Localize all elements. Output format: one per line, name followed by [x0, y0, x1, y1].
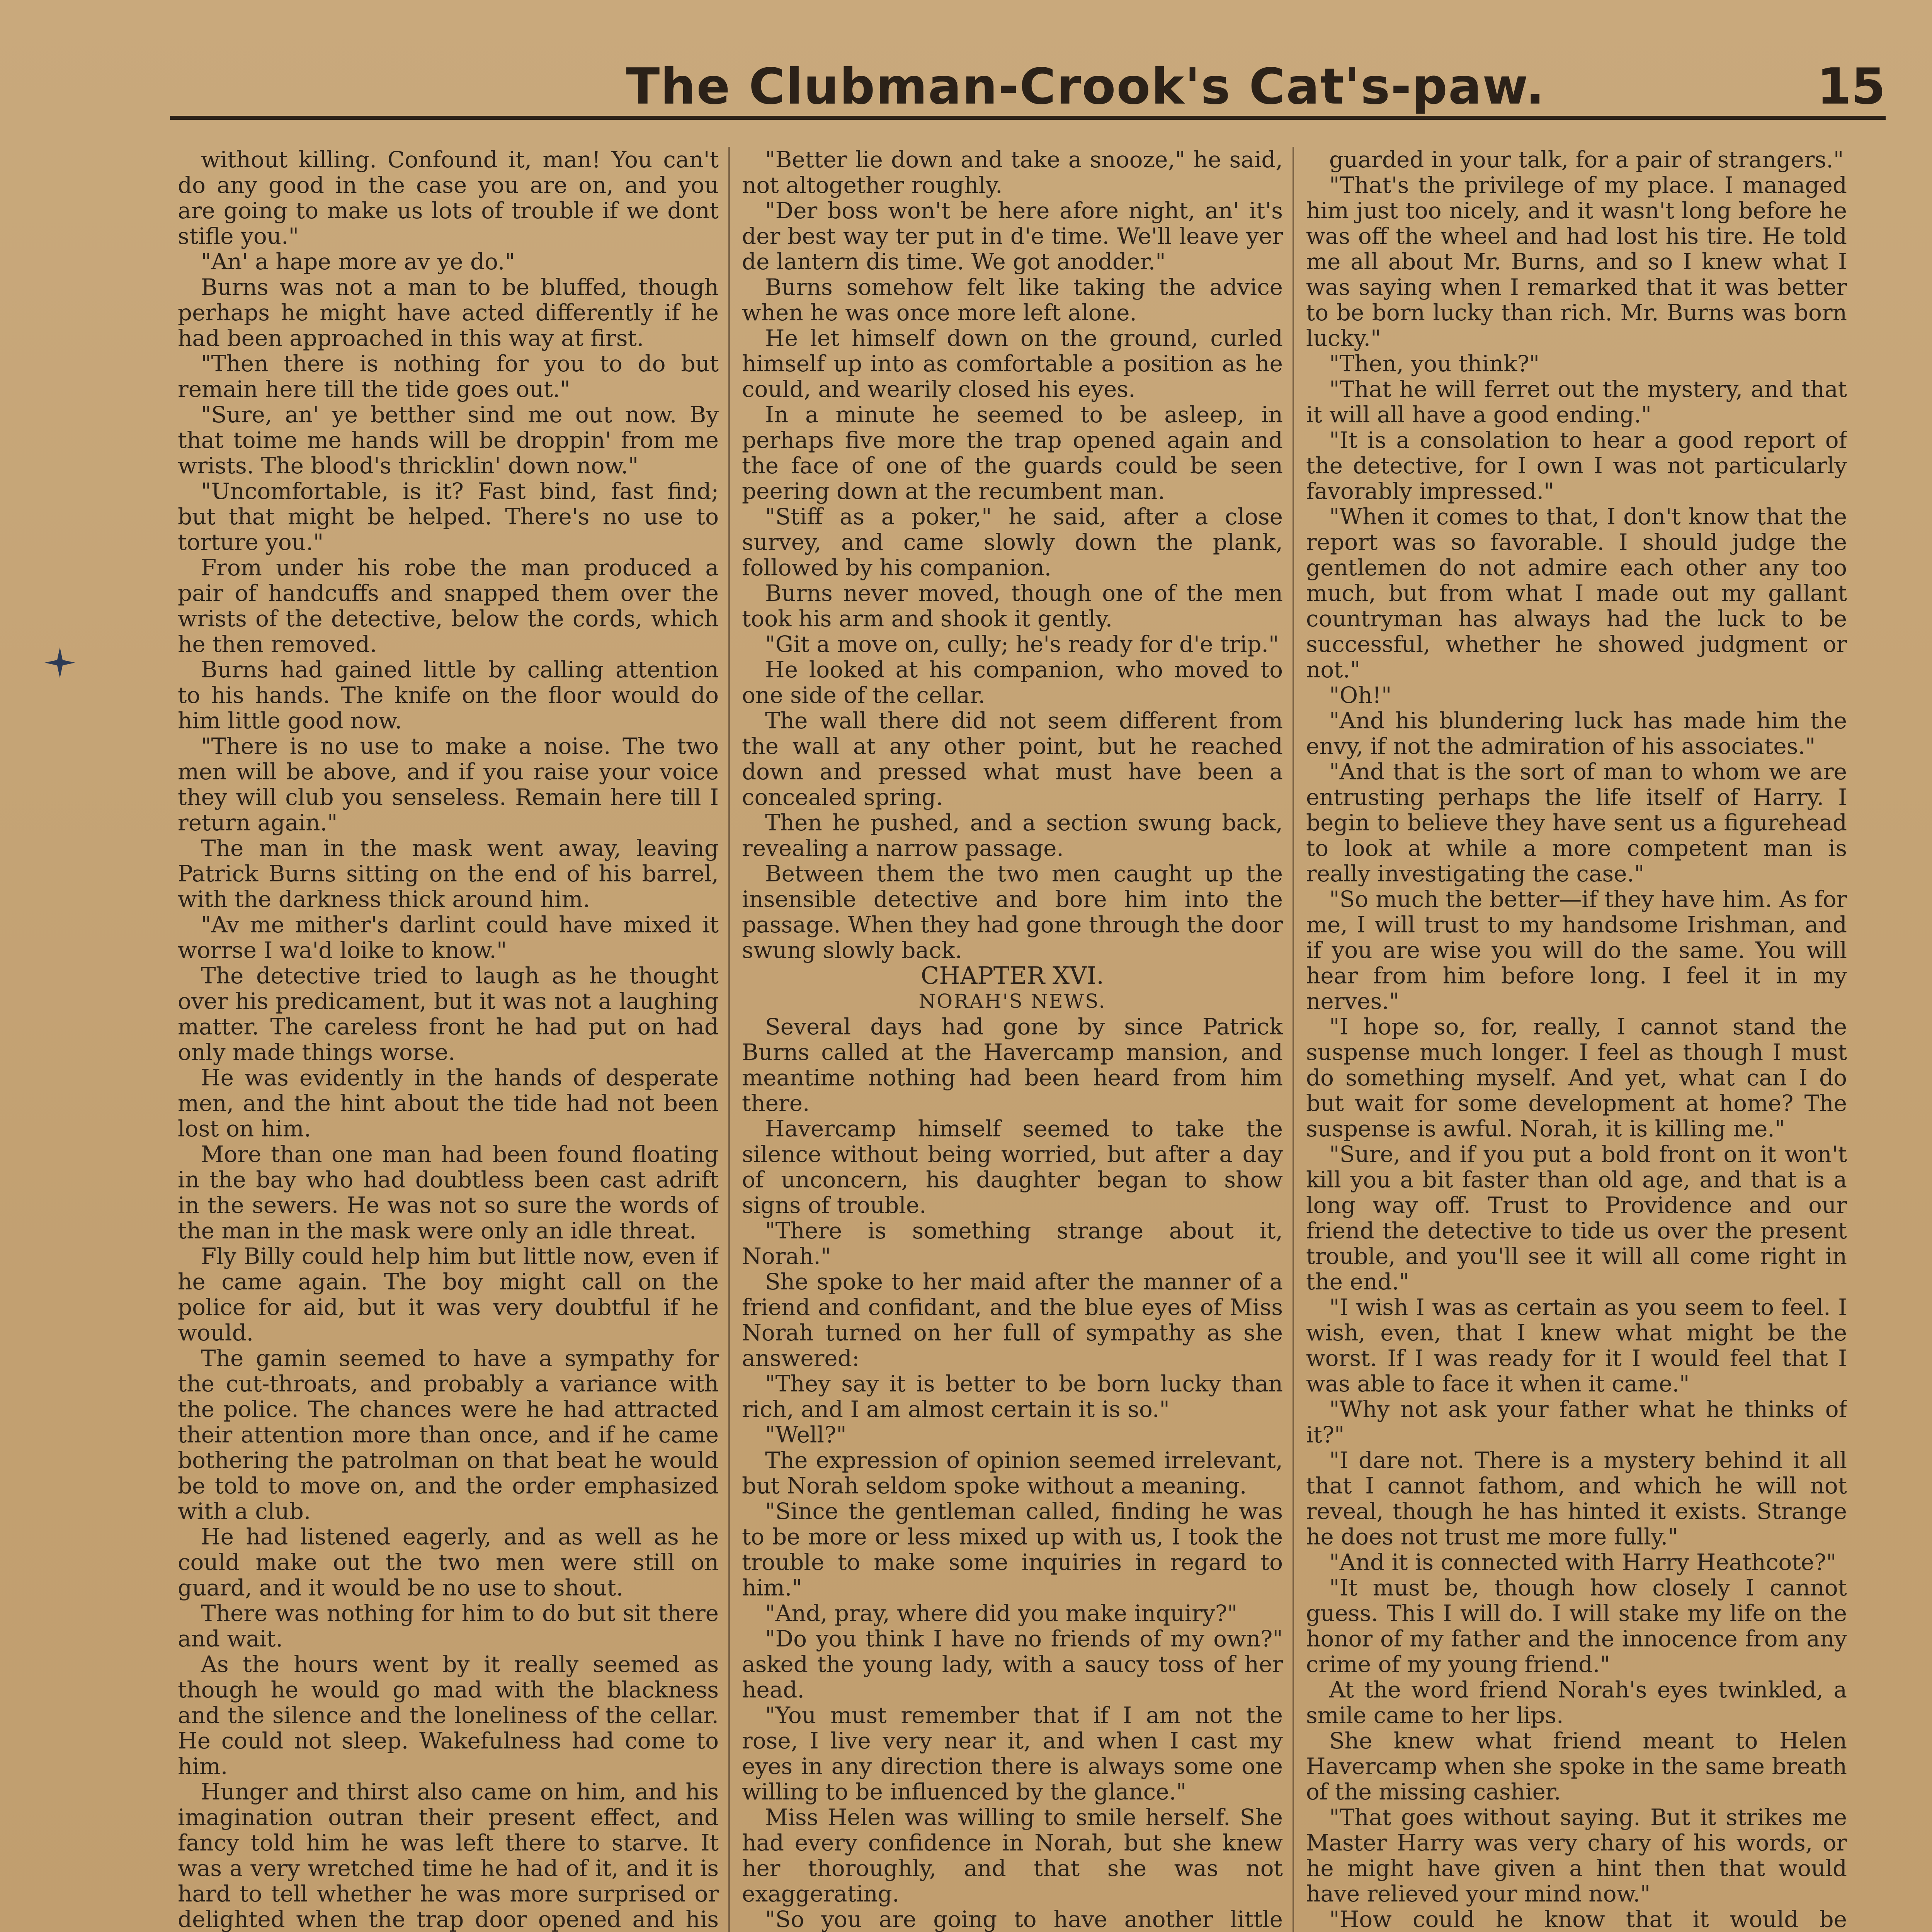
- paragraph: More than one man had been found floating in the bay who had doubtless been cast adrift in the sewers. He was not so sure the words of the man in the mask were only an idle threat.: [178, 1141, 719, 1244]
- paragraph: without killing. Confound it, man! You can't do any good in the case you are on, and you are going to make us lots of trouble if we dont stifle you.": [178, 147, 719, 249]
- paragraph: From under his robe the man produced a pair of handcuffs and snapped them over the wrists of the detective, below the cords, which he then removed.: [178, 554, 719, 657]
- paragraph: "Why not ask your father what he thinks of it?": [1306, 1396, 1847, 1448]
- paragraph: Between them the two men caught up the insensible detective and bore him into the passage. When they had gone through the door swung slowly back.: [742, 861, 1283, 963]
- paragraph: "There is no use to make a noise. The two men will be above, and if you raise your voice they will club you senseless. Remain here till I return again.": [178, 733, 719, 836]
- paragraph: "Then there is nothing for you to do but remain here till the tide goes out.": [178, 350, 719, 402]
- paragraph: "Sure, and if you put a bold front on it won't kill you a bit faster than old age, and that is a long way off. Trust to Providence and our friend the detective to tide us over the present trouble, and you'll see it will all come right in the end.": [1306, 1141, 1847, 1295]
- paragraph: As the hours went by it really seemed as though he would go mad with the blackness and the silence and the loneliness of the cellar. He could not sleep. Wakefulness had come to him.: [178, 1651, 719, 1779]
- paragraph: "Oh!": [1329, 682, 1392, 708]
- paragraph: The man in the mask went away, leaving Patrick Burns sitting on the end of his barrel, with the darkness thick around him.: [178, 835, 719, 912]
- paragraph: "An' a hape more av ye do.": [201, 248, 515, 275]
- paragraph: "And his blundering luck has made him the envy, if not the admiration of his associates.": [1306, 707, 1847, 759]
- paragraph: Burns was not a man to be bluffed, though perhaps he might have acted differently if he had been approached in this way at first.: [178, 274, 719, 351]
- paragraph: He looked at his companion, who moved to one side of the cellar.: [742, 656, 1283, 708]
- paragraph: She spoke to her maid after the manner of a friend and confidant, and the blue eyes of Miss Norah turned on her full of sympathy as she answered:: [742, 1269, 1283, 1371]
- paragraph: "And it is connected with Harry Heathcote?": [1329, 1549, 1837, 1575]
- paragraph: Burns somehow felt like taking the advice when he was once more left alone.: [742, 274, 1283, 326]
- paragraph: "So you are going to have another little: [765, 1906, 1283, 1932]
- paragraph: "So much the better—if they have him. As for me, I will trust to my handsome Irishman, and if you are wise you will do the same. You will hear from him before long. I feel it in my nerves.": [1306, 886, 1847, 1014]
- paragraph: "There is something strange about it, Norah.": [742, 1218, 1283, 1269]
- paragraph: Hunger and thirst also came on him, and his imagination outran their present effect, and fancy told him he was left there to starve. It was a very wretched time he had of it, and it is hard to tell whether he was more surprised or delighted when the trap door opened and his: [178, 1779, 719, 1932]
- paragraph: The wall there did not seem different from the wall at any other point, but he reached down and pressed what must have been a concealed spring.: [742, 707, 1283, 810]
- paragraph: Fly Billy could help him but little now, even if he came again. The boy might call on the police for aid, but it was very doubtful if he would.: [178, 1243, 719, 1346]
- chapter-title: NORAH'S NEWS.: [918, 990, 1106, 1012]
- paragraph: "Uncomfortable, is it? Fast bind, fast find; but that might be helped. There's no use to torture you.": [178, 478, 719, 555]
- paragraph: The expression of opinion seemed irrelevant, but Norah seldom spoke without a meaning.: [742, 1447, 1283, 1499]
- paragraph: "Do you think I have no friends of my own?" asked the young lady, with a saucy toss of her head.: [742, 1626, 1283, 1703]
- paragraph: "It must be, though how closely I cannot guess. This I will do. I will stake my life on the honor of my father and the innocence from any crime of my young friend.": [1306, 1575, 1847, 1677]
- text-column-1: [178, 147, 719, 1932]
- paragraph: The detective tried to laugh as he thought over his predicament, but it was not a laughing matter. The careless front he had put on had only made things worse.: [178, 963, 719, 1065]
- paragraph: "It is a consolation to hear a good report of the detective, for I own I was not particularly favorably impressed.": [1306, 427, 1847, 504]
- paragraph: Havercamp himself seemed to take the silence without being worried, but after a day of unconcern, his daughter began to show signs of trouble.: [742, 1116, 1283, 1218]
- running-title: The Clubman-Crook's Cat's-paw.: [626, 58, 1546, 116]
- paragraph: "I dare not. There is a mystery behind it all that I cannot fathom, and which he will not reveal, though he has hinted it exists. Strange he does not trust me more fully.": [1306, 1447, 1847, 1550]
- paragraph: She knew what friend meant to Helen Havercamp when she spoke in the same breath of the missing cashier.: [1306, 1728, 1847, 1805]
- paragraph: He was evidently in the hands of desperate men, and the hint about the tide had not been lost on him.: [178, 1065, 719, 1142]
- paragraph: "That he will ferret out the mystery, and that it will all have a good ending.": [1306, 376, 1847, 428]
- paragraph: "When it comes to that, I don't know that the report was so favorable. I should judge the gentlemen do not admire each other any too much, but from what I made out my gallant countryman has always had the luck to be successful, whether he showed judgment or not.": [1306, 503, 1847, 683]
- column-divider: [728, 147, 730, 1932]
- paragraph: At the word friend Norah's eyes twinkled, a smile came to her lips.: [1306, 1677, 1847, 1728]
- margin-ornament-icon: [43, 645, 77, 680]
- page-number: 15: [1816, 58, 1886, 116]
- paragraph: guarded in your talk, for a pair of strangers.": [1329, 147, 1844, 173]
- paragraph: "I hope so, for, really, I cannot stand the suspense much longer. I feel as though I must do something myself. And yet, what can I do but wait for some development at home? The suspense is awful. Norah, it is killing me.": [1306, 1014, 1847, 1142]
- chapter-heading: CHAPTER XVI.: [920, 961, 1104, 990]
- paragraph: "That goes without saying. But it strikes me Master Harry was very chary of his words, or he might have given a hint then that would have relieved your mind now.": [1306, 1804, 1847, 1907]
- paragraph: Burns never moved, though one of the men took his arm and shook it gently.: [742, 580, 1283, 632]
- paragraph: He let himself down on the ground, curled himself up into as comfortable a position as he could, and wearily closed his eyes.: [742, 325, 1283, 402]
- text-column-3: [1306, 147, 1847, 1932]
- paragraph: "Better lie down and take a snooze," he said, not altogether roughly.: [742, 147, 1283, 198]
- column-divider: [1293, 147, 1294, 1932]
- text-column-2: [742, 147, 1283, 1932]
- paragraph: Miss Helen was willing to smile herself. She had every confidence in Norah, but she knew her thoroughly, and that she was not exaggerating.: [742, 1804, 1283, 1907]
- paragraph: "I wish I was as certain as you seem to feel. I wish, even, that I knew what might be the worst. If I was ready for it I would feel that I was able to face it when it came.": [1306, 1294, 1847, 1397]
- paragraph: "Well?": [765, 1422, 847, 1448]
- paragraph: "Sure, an' ye betther sind me out now. By that toime me hands will be droppin' from me wrists. The blood's thricklin' down now.": [178, 401, 719, 479]
- paragraph: The gamin seemed to have a sympathy for the cut-throats, and probably a variance with the police. The chances were he had attracted their attention more than once, and if he came bothering the patrolman on that beat he would be told to move on, and the order emphasized with a club.: [178, 1345, 719, 1524]
- paragraph: "That's the privilege of my place. I managed him just too nicely, and it wasn't long before he was off the wheel and had lost his tire. He told me all about Mr. Burns, and so I knew what I was saying when I remarked that it was better to be born lucky than rich. Mr. Burns was born lucky.": [1306, 172, 1847, 351]
- paragraph: Burns had gained little by calling attention to his hands. The knife on the floor would do him little good now.: [178, 656, 719, 734]
- paragraph: "And that is the sort of man to whom we are entrusting perhaps the life itself of Harry. I begin to believe they have sent us a figurehead to look at while a more competent man is really investigating the case.": [1306, 759, 1847, 887]
- paragraph: "Der boss won't be here afore night, an' it's der best way ter put in d'e time. We'll leave yer de lantern dis time. We got anodder.": [742, 197, 1283, 275]
- paragraph: In a minute he seemed to be asleep, in perhaps five more the trap opened again and the face of one of the guards could be seen peering down at the recumbent man.: [742, 401, 1283, 504]
- paragraph: "You must remember that if I am not the rose, I live very near it, and when I cast my eyes in any direction there is always some one willing to be influenced by the glance.": [742, 1702, 1283, 1805]
- paragraph: "Stiff as a poker," he said, after a close survey, and came slowly down the plank, followed by his companion.: [742, 503, 1283, 581]
- paragraph: Then he pushed, and a section swung back, revealing a narrow passage.: [742, 810, 1283, 861]
- paragraph: "They say it is better to be born lucky than rich, and I am almost certain it is so.": [742, 1371, 1283, 1422]
- paragraph: He had listened eagerly, and as well as he could make out the two men were still on guard, and it would be no use to shout.: [178, 1524, 719, 1601]
- paragraph: There was nothing for him to do but sit there and wait.: [178, 1600, 719, 1652]
- paragraph: Several days had gone by since Patrick Burns called at the Havercamp mansion, and meantime nothing had been heard from him there.: [742, 1014, 1283, 1116]
- paragraph: "Then, you think?": [1329, 350, 1540, 377]
- paragraph: "And, pray, where did you make inquiry?": [765, 1600, 1238, 1626]
- paragraph: "How could he know that it would be: [1329, 1906, 1847, 1932]
- paragraph: "Av me mither's darlint could have mixed it worrse I wa'd loike to know.": [178, 912, 719, 963]
- paragraph: "Git a move on, cully; he's ready for d'e trip.": [765, 631, 1279, 657]
- page-header: [170, 50, 1886, 120]
- paragraph: "Since the gentleman called, finding he was to be more or less mixed up with us, I took the trouble to make some inquiries in regard to him.": [742, 1498, 1283, 1601]
